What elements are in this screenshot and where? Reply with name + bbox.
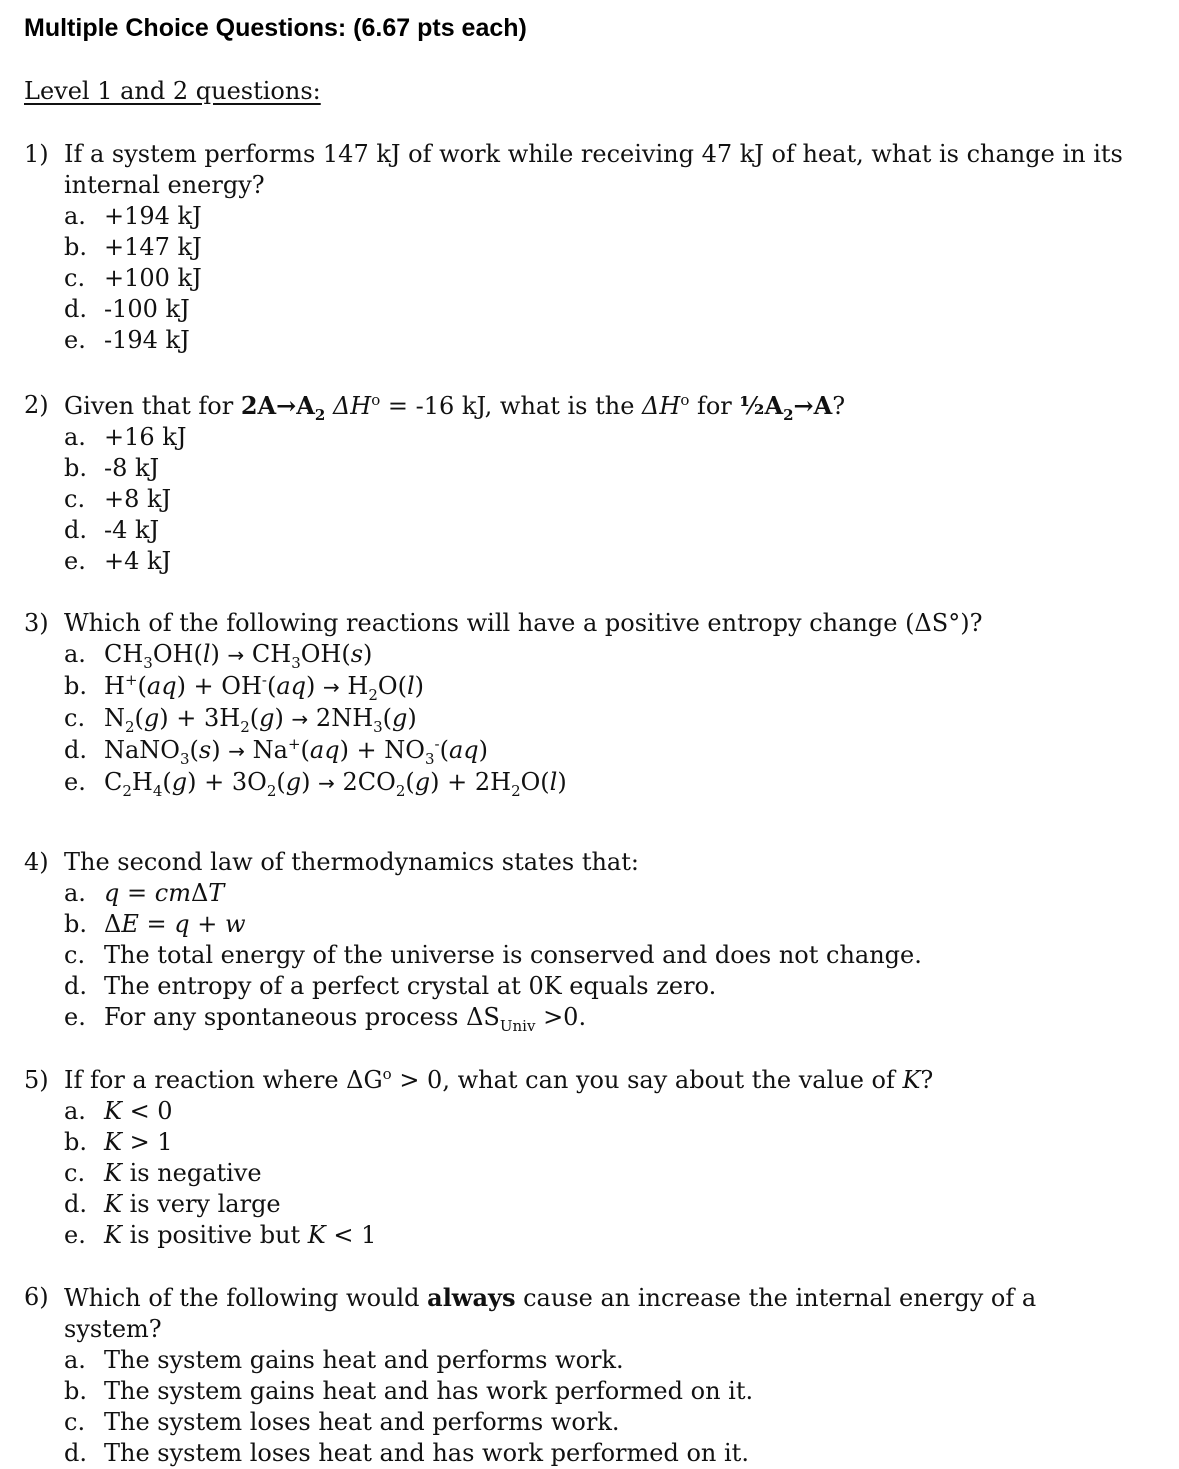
option-text: +194 kJ <box>104 202 202 230</box>
option-c[interactable] <box>64 1407 1139 1438</box>
option-b[interactable] <box>64 1127 1139 1158</box>
question-number: 1) <box>24 140 49 168</box>
option-letter: b. <box>64 454 87 482</box>
option-text: $H^+(aq) + OH^-(aq) \to H_2O(l)$ <box>104 671 425 704</box>
option-d[interactable] <box>64 971 1139 1002</box>
option-a[interactable] <box>64 201 1139 232</box>
option-letter: c. <box>64 264 86 292</box>
option-letter: e. <box>64 1003 86 1031</box>
option-letter: b. <box>64 1377 87 1405</box>
option-text: K > 1 <box>104 1128 173 1156</box>
option-text: The system gains heat and has work performed on it. <box>104 1377 754 1405</box>
option-letter: d. <box>64 295 87 323</box>
option-letter: e. <box>64 547 86 575</box>
question-6 <box>24 1282 1139 1469</box>
option-d[interactable] <box>64 515 1139 546</box>
option-b[interactable] <box>64 671 1139 703</box>
option-letter: c. <box>64 1408 86 1436</box>
reaction-formula: $\frac{1}{2}A_2\to A$ <box>739 391 833 424</box>
option-letter: a. <box>64 202 86 230</box>
question-text: If for a reaction where $\Delta G^o > 0$, what can you say about the value of K? <box>64 1065 934 1094</box>
option-a[interactable] <box>64 422 1139 453</box>
option-letter: c. <box>64 1159 86 1187</box>
question-text: The second law of thermodynamics states that: <box>64 848 639 876</box>
option-text: +16 kJ <box>104 423 187 451</box>
option-text: +100 kJ <box>104 264 202 292</box>
option-text: The entropy of a perfect crystal at 0K equals zero. <box>104 972 717 1000</box>
option-c[interactable] <box>64 484 1139 515</box>
option-text: -4 kJ <box>104 516 160 544</box>
option-e[interactable] <box>64 546 1139 577</box>
option-text: K is negative <box>104 1159 262 1187</box>
option-text: +147 kJ <box>104 233 202 261</box>
option-letter: a. <box>64 423 86 451</box>
option-e[interactable] <box>64 1002 1139 1033</box>
option-text: +4 kJ <box>104 547 172 575</box>
option-text: -194 kJ <box>104 326 190 354</box>
question-number: 5) <box>24 1066 49 1094</box>
option-e[interactable] <box>64 325 1139 356</box>
option-text: $C_2H_4(g) + 3O_2(g) \to 2CO_2(g) + 2H_2O(l)$ <box>104 768 567 800</box>
option-e[interactable] <box>64 767 1139 799</box>
emphasis-always: always <box>427 1283 516 1312</box>
option-letter: e. <box>64 768 86 796</box>
option-letter: b. <box>64 233 87 261</box>
question-3 <box>24 608 1139 799</box>
question-number: 6) <box>24 1283 49 1311</box>
section-label: Level 1 and 2 questions: <box>24 77 321 105</box>
option-b[interactable] <box>64 453 1139 484</box>
question-1 <box>24 139 1139 356</box>
option-letter: b. <box>64 1128 87 1156</box>
option-letter: c. <box>64 941 86 969</box>
option-b[interactable] <box>64 909 1139 940</box>
reaction-formula: $2A\to A_2$ <box>240 391 326 424</box>
option-text: $CH_3OH(l) \to CH_3OH(s)$ <box>104 640 373 672</box>
option-text: -8 kJ <box>104 454 160 482</box>
option-text: The system loses heat and performs work. <box>104 1408 620 1436</box>
option-text: K < 0 <box>104 1097 173 1125</box>
question-number: 2) <box>24 391 49 419</box>
option-c[interactable] <box>64 703 1139 735</box>
question-text: Given that for $2A\to A_2$ $\Delta H^o = -16$ kJ, what is the $\Delta H^o$ for $\frac{1}{2}A_2\to A$? <box>64 391 846 424</box>
option-text: For any spontaneous process $\Delta S_{Univ} >0$. <box>104 1003 587 1035</box>
option-d[interactable] <box>64 1189 1139 1220</box>
option-d[interactable] <box>64 294 1139 325</box>
option-letter: a. <box>64 640 86 668</box>
option-c[interactable] <box>64 940 1139 971</box>
option-letter: e. <box>64 326 86 354</box>
option-c[interactable] <box>64 263 1139 294</box>
option-letter: a. <box>64 1097 86 1125</box>
option-letter: d. <box>64 516 87 544</box>
option-text: NaNO$_3$(s) → $Na^+(aq) + NO_3^-(aq)$ <box>104 735 489 768</box>
question-5 <box>24 1065 1139 1251</box>
option-text: The system gains heat and performs work. <box>104 1346 624 1374</box>
option-a[interactable] <box>64 878 1139 909</box>
option-letter: a. <box>64 1346 86 1374</box>
option-b[interactable] <box>64 1376 1139 1407</box>
option-letter: b. <box>64 672 87 700</box>
option-d[interactable] <box>64 735 1139 767</box>
option-text: ΔE = q + w <box>104 910 246 938</box>
option-letter: b. <box>64 910 87 938</box>
option-letter: e. <box>64 1221 86 1249</box>
option-letter: d. <box>64 1190 87 1218</box>
option-letter: d. <box>64 972 87 1000</box>
option-text: K is very large <box>104 1190 281 1218</box>
option-text: -100 kJ <box>104 295 190 323</box>
option-text: The system loses heat and has work performed on it. <box>104 1439 749 1467</box>
question-text: Which of the following reactions will have a positive entropy change (ΔS°)? <box>64 609 983 637</box>
question-2 <box>24 390 1139 577</box>
option-c[interactable] <box>64 1158 1139 1189</box>
question-number: 4) <box>24 848 49 876</box>
option-text: +8 kJ <box>104 485 172 513</box>
option-letter: d. <box>64 1439 87 1467</box>
question-text: Which of the following would always cause an increase the internal energy of a system? <box>64 1283 1037 1343</box>
option-letter: c. <box>64 704 86 732</box>
option-a[interactable] <box>64 1345 1139 1376</box>
page-title: Multiple Choice Questions: (6.67 pts each) <box>24 14 527 42</box>
question-text: If a system performs 147 kJ of work while receiving 47 kJ of heat, what is change in its internal energy? <box>64 140 1123 199</box>
option-letter: d. <box>64 736 87 764</box>
question-number: 3) <box>24 609 49 637</box>
option-letter: c. <box>64 485 86 513</box>
option-text: K is positive but K < 1 <box>104 1221 377 1249</box>
option-a[interactable] <box>64 1096 1139 1127</box>
option-text: $N_2(g) + 3H_2(g) \to 2NH_3(g)$ <box>104 704 417 736</box>
option-b[interactable] <box>64 232 1139 263</box>
question-4 <box>24 847 1139 1033</box>
option-text: q = cmΔT <box>104 879 225 907</box>
option-text: The total energy of the universe is conserved and does not change. <box>104 941 922 969</box>
option-a[interactable] <box>64 639 1139 671</box>
option-letter: a. <box>64 879 86 907</box>
option-d[interactable] <box>64 1438 1139 1469</box>
option-e[interactable] <box>64 1220 1139 1251</box>
